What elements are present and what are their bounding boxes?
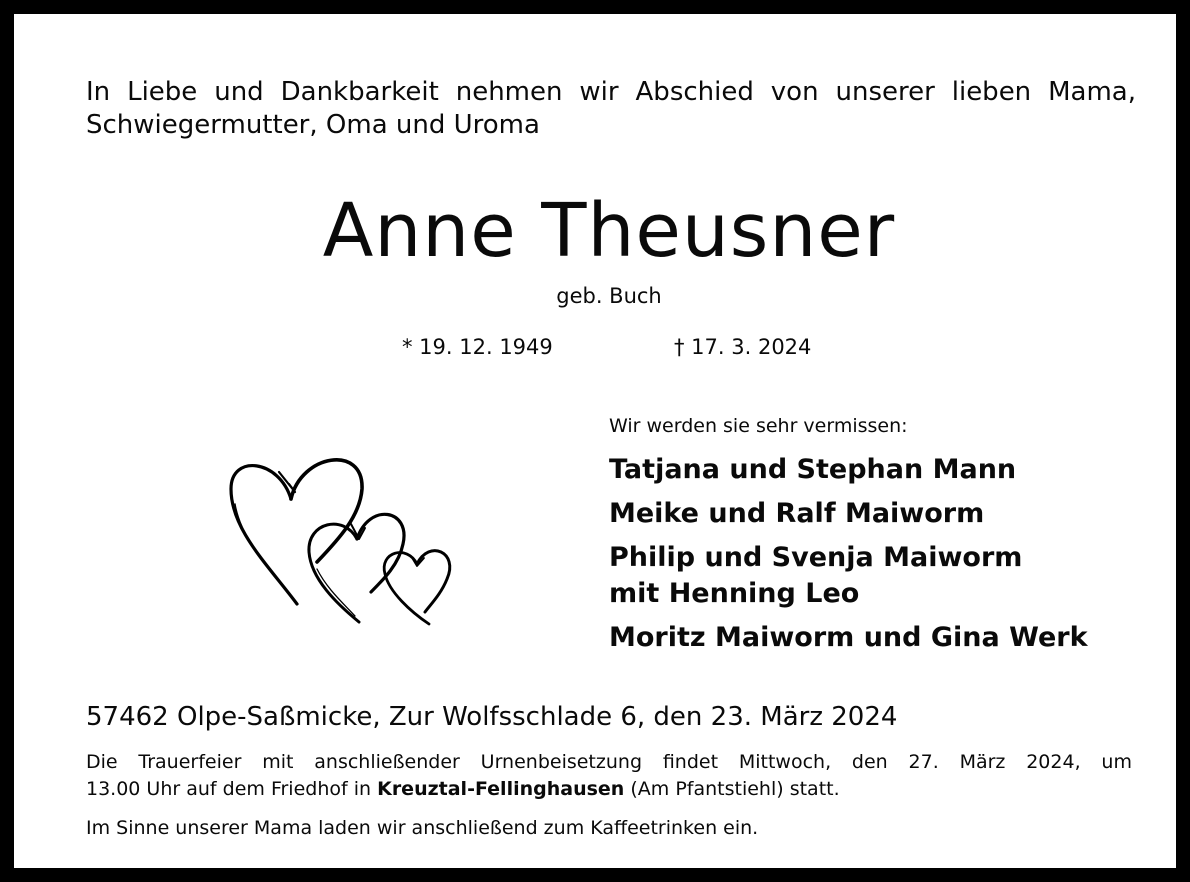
- service-location: Kreuztal-Fellinghausen: [377, 778, 625, 800]
- mourner-4: Moritz Maiworm und Gina Werk: [609, 622, 1088, 653]
- three-hearts-icon: [219, 444, 469, 634]
- miss-line: Wir werden sie sehr vermissen:: [609, 415, 908, 437]
- deceased-name: Anne Theusner: [322, 188, 896, 274]
- mourner-1: Tatjana und Stephan Mann: [609, 454, 1017, 485]
- birth-date: * 19. 12. 1949: [402, 335, 553, 359]
- death-date: † 17. 3. 2024: [674, 335, 812, 359]
- mourners-list: [609, 452, 1129, 664]
- service-line-2-end: (Am Pfantstiehl) statt.: [624, 778, 840, 800]
- maiden-name: geb. Buch: [556, 284, 662, 308]
- coffee-invitation: Im Sinne unserer Mama laden wir anschließend zum Kaffeetrinken ein.: [86, 817, 759, 839]
- mourner-3-child: mit Henning Leo: [609, 578, 860, 609]
- mourner-2: Meike und Ralf Maiworm: [609, 498, 985, 529]
- intro-text: [86, 76, 1136, 142]
- intro-line-2: Schwiegermutter, Oma und Uroma: [86, 110, 540, 140]
- place-and-date: 57462 Olpe-Saßmicke, Zur Wolfsschlade 6, den 23. März 2024: [86, 702, 898, 732]
- service-line-2-start: 13.00 Uhr auf dem Friedhof in: [86, 778, 378, 800]
- service-line-2: [86, 776, 1132, 803]
- mourner-3: Philip und Svenja Maiworm: [609, 542, 1023, 573]
- intro-line-1: In Liebe und Dankbarkeit nehmen wir Abschied von unserer lieben Mama,: [86, 77, 1136, 107]
- service-line-1: Die Trauerfeier mit anschließender Urnenbeisetzung findet Mittwoch, den 27. März 2024, um: [86, 751, 1132, 773]
- service-info: [86, 749, 1132, 803]
